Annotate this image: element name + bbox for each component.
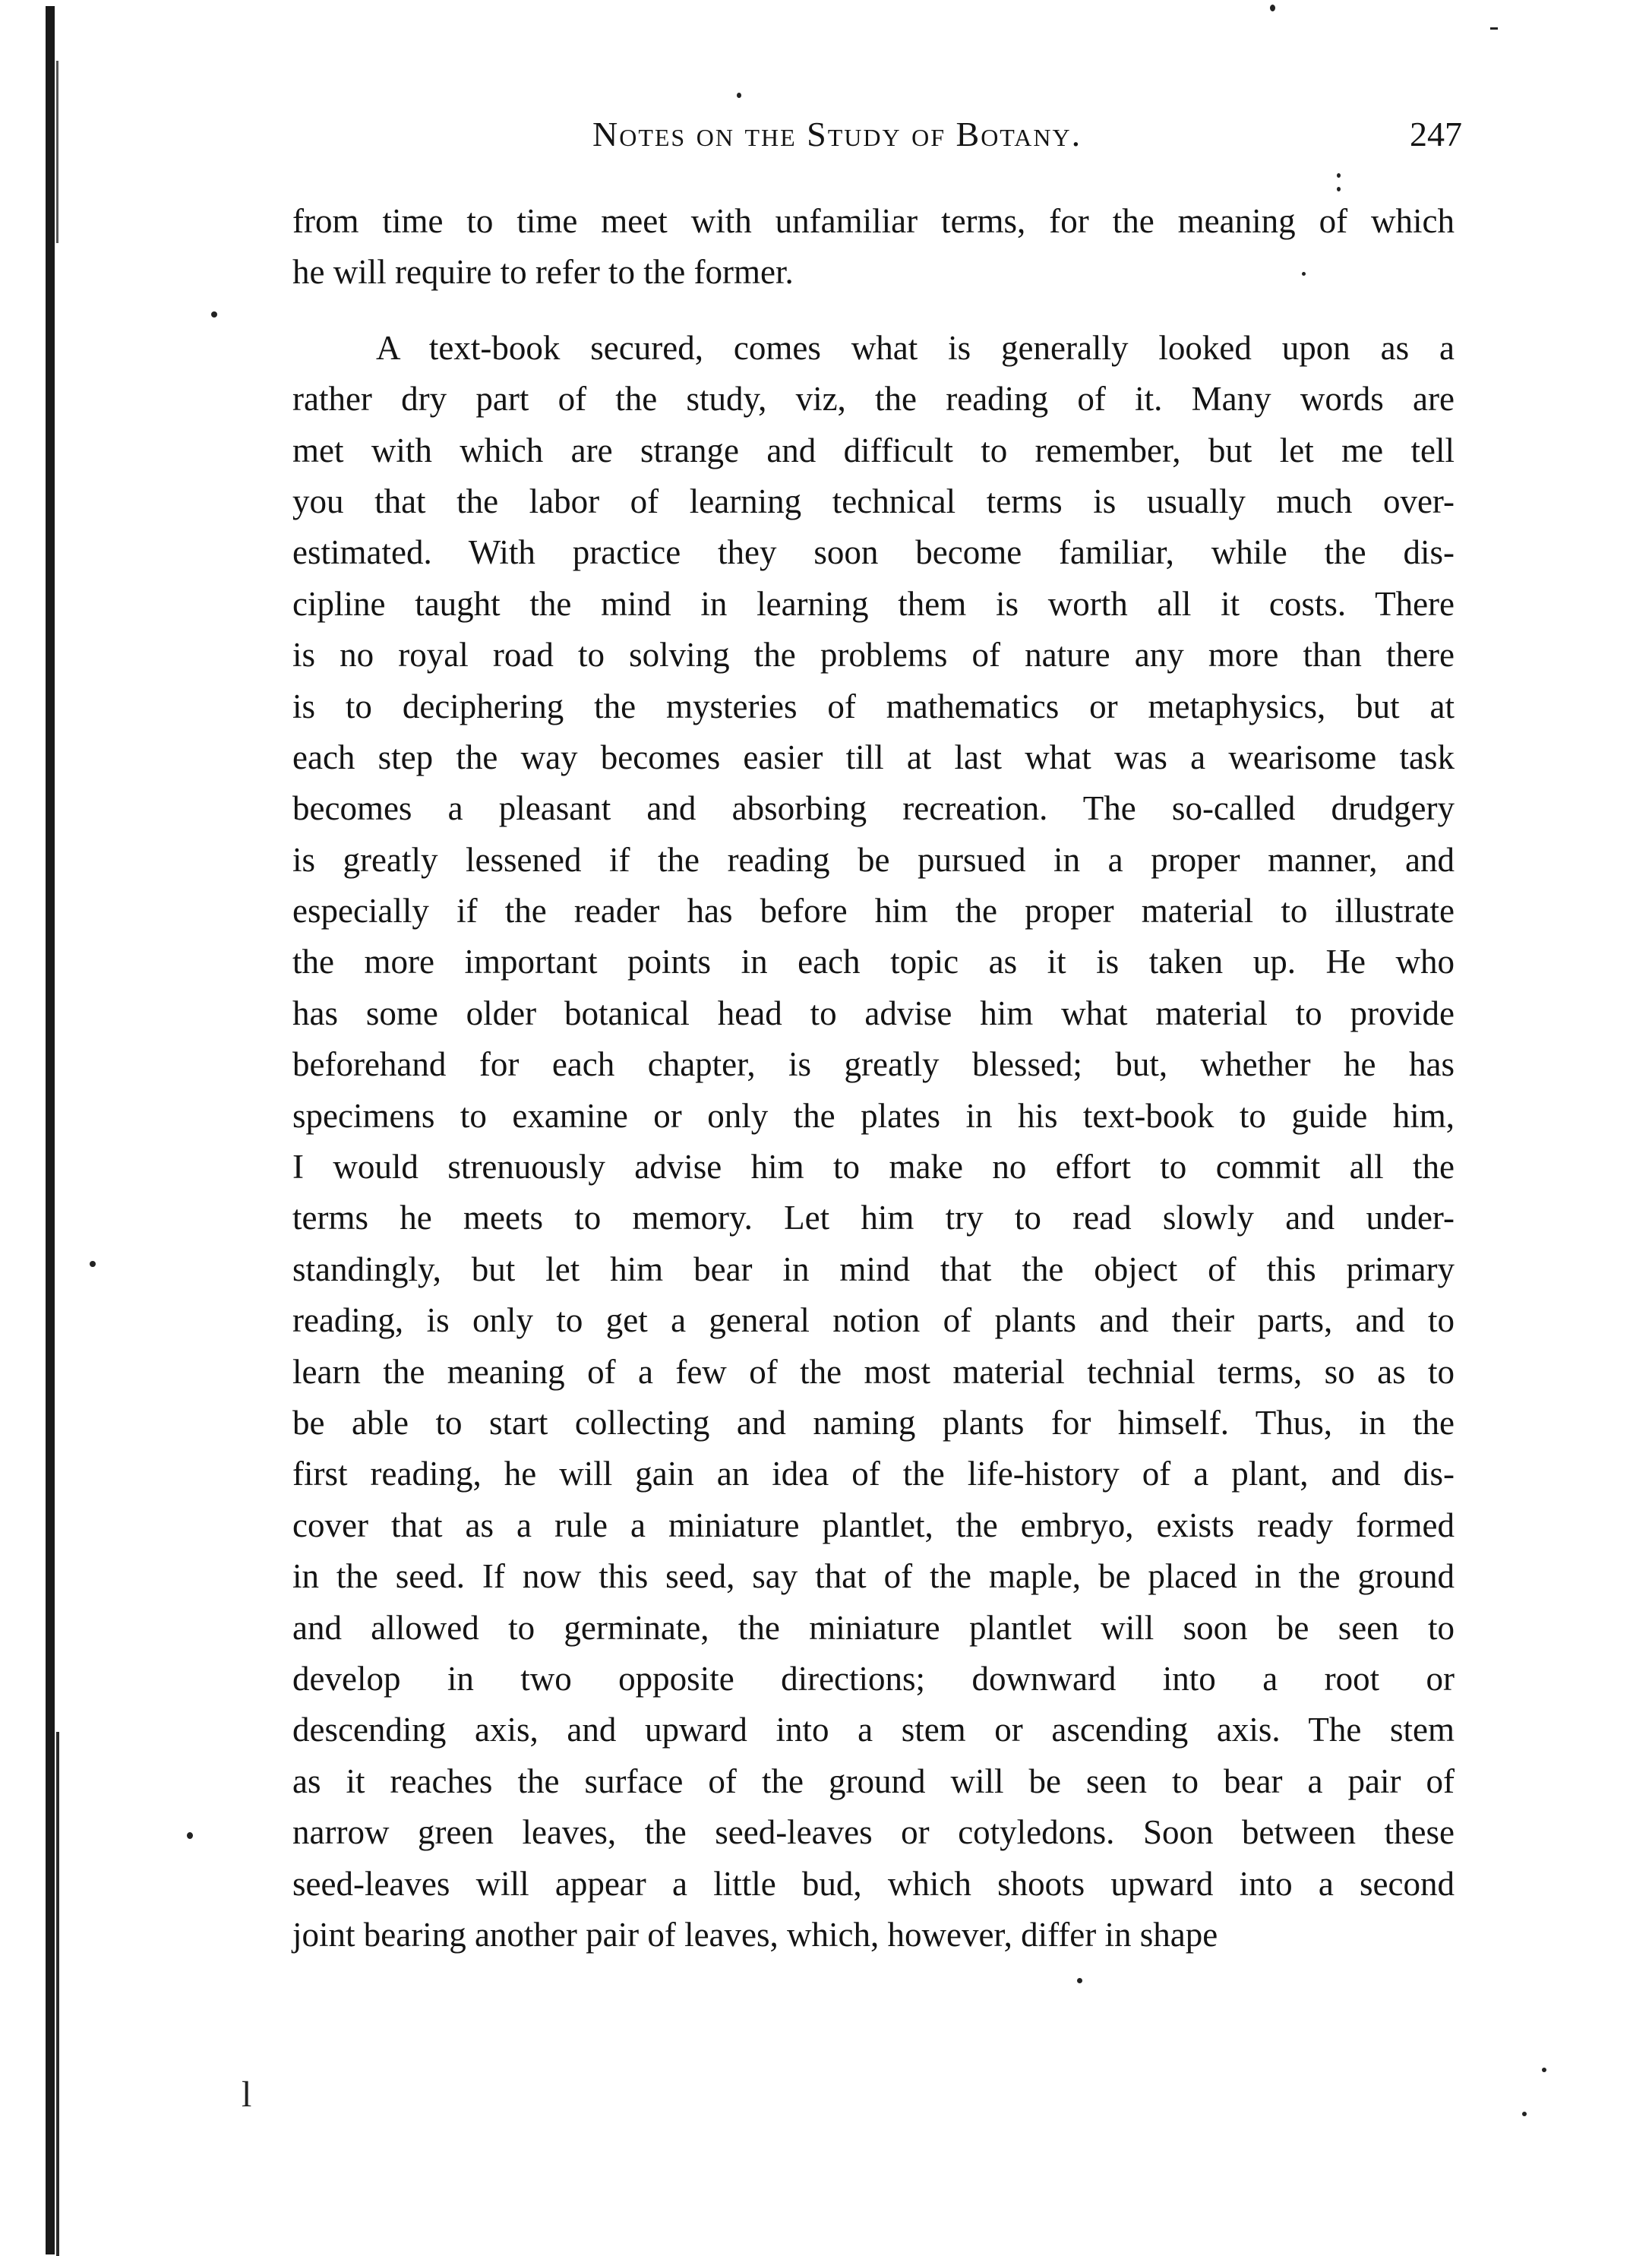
scan-speck (187, 1832, 193, 1839)
text-line: is no royal road to solving the problems of nature any more than there (292, 636, 1455, 675)
scan-speck (211, 311, 217, 318)
text-line: is to deciphering the mysteries of mathematics or metaphysics, but at (292, 687, 1455, 725)
text-line: specimens to examine or only the plates in his text-book to guide him, (292, 1096, 1455, 1135)
scan-speck (1337, 173, 1341, 178)
text-line: and allowed to germinate, the miniature plantlet will soon be seen to (292, 1608, 1455, 1647)
scan-binding-edge-top (56, 61, 58, 243)
text-line: from time to time meet with unfamiliar terms, for the meaning of which (292, 202, 1455, 240)
scan-binding-edge (46, 6, 55, 2254)
text-line: cover that as a rule a miniature plantlet, the embryo, exists ready formed (292, 1506, 1455, 1544)
text-line: learn the meaning of a few of the most material technial terms, so as to (292, 1352, 1455, 1391)
text-line: rather dry part of the study, viz, the reading of it. Many words are (292, 380, 1455, 419)
text-line: especially if the reader has before him the proper material to illustrate (292, 892, 1455, 931)
text-line: cipline taught the mind in learning them is worth all it costs. There (292, 584, 1455, 623)
scan-speck (1522, 2112, 1527, 2116)
page-header (289, 114, 1462, 167)
text-line: met with which are strange and difficult to remember, but let me tell (292, 431, 1455, 469)
margin-mark: l (242, 2074, 252, 2115)
running-head: Notes on the Study of Botany. (592, 115, 1082, 153)
text-line: standingly, but let him bear in mind that the object of this primary (292, 1250, 1455, 1288)
text-line: seed-leaves will appear a little bud, which shoots upward into a second (292, 1864, 1455, 1903)
paragraph (292, 196, 1455, 299)
text-line: first reading, he will gain an idea of the life-history of a plant, and dis- (292, 1455, 1455, 1493)
text-line: beforehand for each chapter, is greatly blessed; but, whether he has (292, 1045, 1455, 1084)
text-line: estimated. With practice they soon become familiar, while the dis- (292, 533, 1455, 572)
text-line: A text-book secured, comes what is generally looked upon as a (376, 328, 1455, 367)
text-line: I would strenuously advise him to make no effort to commit all the (292, 1148, 1455, 1186)
text-line: becomes a pleasant and absorbing recreation. The so-called drudgery (292, 789, 1455, 828)
text-line: he will require to refer to the former. (292, 253, 794, 292)
scan-binding-edge-inner (56, 1732, 59, 2256)
paragraph (292, 323, 1455, 1961)
text-line: is greatly lessened if the reading be pursued in a proper manner, and (292, 840, 1455, 879)
text-line: each step the way becomes easier till at last what was a wearisome task (292, 738, 1455, 776)
text-line: has some older botanical head to advise him what material to provide (292, 994, 1455, 1032)
text-line: be able to start collecting and naming plants for himself. Thus, in the (292, 1403, 1455, 1442)
scan-speck (737, 93, 741, 98)
paragraph-gap (292, 299, 1455, 323)
text-line: reading, is only to get a general notion of plants and their parts, and to (292, 1301, 1455, 1340)
text-line: in the seed. If now this seed, say that of the maple, be placed in the ground (292, 1557, 1455, 1596)
scan-speck (1077, 1978, 1082, 1983)
page-number: 247 (1410, 115, 1462, 153)
scan-speck (1270, 5, 1275, 11)
text-line: narrow green leaves, the seed-leaves or cotyledons. Soon between these (292, 1813, 1455, 1852)
body-text (292, 196, 1455, 1961)
text-line: as it reaches the surface of the ground will be seen to bear a pair of (292, 1762, 1455, 1800)
scan-speck (1542, 2068, 1546, 2072)
text-line: develop in two opposite directions; downward into a root or (292, 1659, 1455, 1698)
text-line: joint bearing another pair of leaves, which, however, differ in shape (292, 1915, 1218, 1954)
text-line: the more important points in each topic as it is taken up. He who (292, 943, 1455, 981)
text-line: descending axis, and upward into a stem or ascending axis. The stem (292, 1711, 1455, 1749)
scan-speck (1490, 27, 1498, 30)
scan-speck (1337, 187, 1341, 191)
text-line: terms he meets to memory. Let him try to read slowly and under- (292, 1199, 1455, 1237)
scan-speck (90, 1261, 96, 1267)
text-line: you that the labor of learning technical terms is usually much over- (292, 482, 1455, 520)
